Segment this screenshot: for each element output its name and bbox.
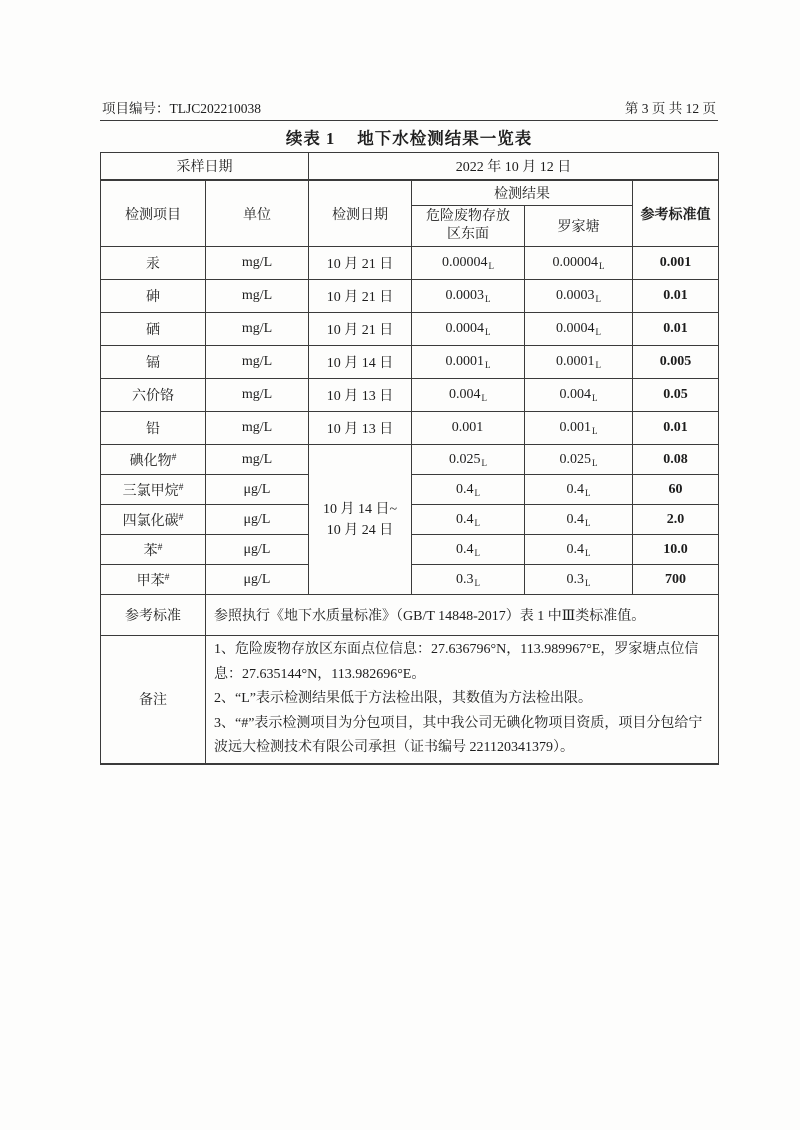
cell-unit: mg/L	[206, 247, 309, 280]
cell-result-loc2: $0.3_L$	[525, 565, 633, 595]
col-header-location1: 危险废物存放区东面	[412, 206, 525, 247]
cell-unit: mg/L	[206, 346, 309, 379]
cell-result-loc1: $0.4_L$	[412, 535, 525, 565]
document-content	[100, 97, 718, 765]
cell-result-loc2: $0.0004_L$	[525, 313, 633, 346]
cell-unit: mg/L	[206, 445, 309, 475]
table-title-prefix: 续表 1	[285, 129, 336, 148]
cell-item: 三氯甲烷#	[101, 475, 206, 505]
cell-unit: μg/L	[206, 475, 309, 505]
cell-standard: 0.001	[633, 247, 719, 280]
col-header-location2: 罗家塘	[525, 206, 633, 247]
cell-result-loc2: $0.4_L$	[525, 505, 633, 535]
col-header-standard: 参考标准值	[633, 180, 719, 247]
reference-standard-row	[101, 595, 719, 636]
cell-unit: mg/L	[206, 379, 309, 412]
cell-result-loc1: 0.001	[412, 412, 525, 445]
cell-result-loc2: $0.025_L$	[525, 445, 633, 475]
cell-standard: 10.0	[633, 535, 719, 565]
table-row-lead	[101, 412, 719, 445]
cell-unit: mg/L	[206, 412, 309, 445]
header-row-top	[101, 180, 719, 206]
cell-result-loc1: $0.4_L$	[412, 475, 525, 505]
cell-item: 碘化物#	[101, 445, 206, 475]
cell-date: 10 月 13 日	[309, 412, 412, 445]
cell-unit: μg/L	[206, 565, 309, 595]
cell-standard: 2.0	[633, 505, 719, 535]
cell-standard: 700	[633, 565, 719, 595]
cell-item: 镉	[101, 346, 206, 379]
table-row-hexavalent-chromium	[101, 379, 719, 412]
sampling-date-value: 2022 年 10 月 12 日	[309, 153, 719, 181]
cell-date-range: 10 月 14 日~ 10 月 24 日	[309, 445, 412, 595]
project-number: 项目编号：TLJC202210038	[102, 101, 262, 116]
cell-result-loc2: $0.001_L$	[525, 412, 633, 445]
cell-standard: 0.01	[633, 313, 719, 346]
cell-item: 铅	[101, 412, 206, 445]
col-header-result: 检测结果	[412, 180, 633, 206]
cell-item: 四氯化碳#	[101, 505, 206, 535]
page-number: 第 3 页 共 12 页	[624, 101, 716, 116]
table-row-selenium	[101, 313, 719, 346]
cell-result-loc2: $0.4_L$	[525, 475, 633, 505]
cell-standard: 0.05	[633, 379, 719, 412]
remark-line-2: 2、“L”表示检测结果低于方法检出限，其数值为方法检出限。	[214, 691, 592, 706]
cell-date: 10 月 21 日	[309, 280, 412, 313]
cell-item: 汞	[101, 247, 206, 280]
remark-line-3: 3、“#”表示检测项目为分包项目，其中我公司无碘化物项目资质，项目分包给宁波远大检测技术有限公司承担（证书编号 221120341379）。	[214, 715, 703, 755]
remark-label: 备注	[101, 636, 206, 764]
cell-result-loc1: $0.4_L$	[412, 505, 525, 535]
cell-unit: mg/L	[206, 313, 309, 346]
cell-standard: 0.01	[633, 280, 719, 313]
cell-result-loc1: $0.025_L$	[412, 445, 525, 475]
cell-result-loc1: $0.3_L$	[412, 565, 525, 595]
cell-result-loc2: $0.004_L$	[525, 379, 633, 412]
cell-standard: 0.01	[633, 412, 719, 445]
remark-row	[101, 636, 719, 764]
sampling-date-row	[101, 153, 719, 181]
reference-standard-text: 参照执行《地下水质量标准》（GB/T 14848-2017）表 1 中Ⅲ类标准值。	[206, 595, 719, 636]
reference-standard-label: 参考标准	[101, 595, 206, 636]
remark-content	[206, 636, 719, 764]
table-row-arsenic	[101, 280, 719, 313]
page-header	[100, 97, 718, 121]
cell-result-loc2: $0.0003_L$	[525, 280, 633, 313]
cell-date: 10 月 21 日	[309, 247, 412, 280]
sampling-date-label: 采样日期	[101, 153, 309, 181]
cell-item: 砷	[101, 280, 206, 313]
cell-result-loc1: $0.00004_L$	[412, 247, 525, 280]
col-header-date: 检测日期	[309, 180, 412, 247]
cell-result-loc1: $0.0003_L$	[412, 280, 525, 313]
cell-date: 10 月 21 日	[309, 313, 412, 346]
table-row-cadmium	[101, 346, 719, 379]
cell-result-loc2: $0.4_L$	[525, 535, 633, 565]
cell-result-loc1: $0.0001_L$	[412, 346, 525, 379]
cell-result-loc2: $0.0001_L$	[525, 346, 633, 379]
results-table	[100, 152, 719, 765]
cell-standard: 60	[633, 475, 719, 505]
cell-item: 甲苯#	[101, 565, 206, 595]
cell-result-loc2: $0.00004_L$	[525, 247, 633, 280]
cell-standard: 0.08	[633, 445, 719, 475]
cell-result-loc1: $0.004_L$	[412, 379, 525, 412]
table-row-mercury	[101, 247, 719, 280]
table-row-iodide	[101, 445, 719, 475]
cell-result-loc1: $0.0004_L$	[412, 313, 525, 346]
remark-line-1: 1、危险废物存放区东面点位信息：27.636796°N，113.989967°E，罗家塘点位信息：27.635144°N，113.982696°E。	[214, 642, 699, 682]
col-header-item: 检测项目	[101, 180, 206, 247]
table-title-text: 地下水检测结果一览表	[357, 129, 533, 148]
cell-unit: mg/L	[206, 280, 309, 313]
col-header-unit: 单位	[206, 180, 309, 247]
cell-unit: μg/L	[206, 535, 309, 565]
cell-item: 六价铬	[101, 379, 206, 412]
cell-standard: 0.005	[633, 346, 719, 379]
cell-unit: μg/L	[206, 505, 309, 535]
cell-date: 10 月 14 日	[309, 346, 412, 379]
cell-item: 苯#	[101, 535, 206, 565]
cell-item: 硒	[101, 313, 206, 346]
table-title	[100, 125, 718, 149]
cell-date: 10 月 13 日	[309, 379, 412, 412]
